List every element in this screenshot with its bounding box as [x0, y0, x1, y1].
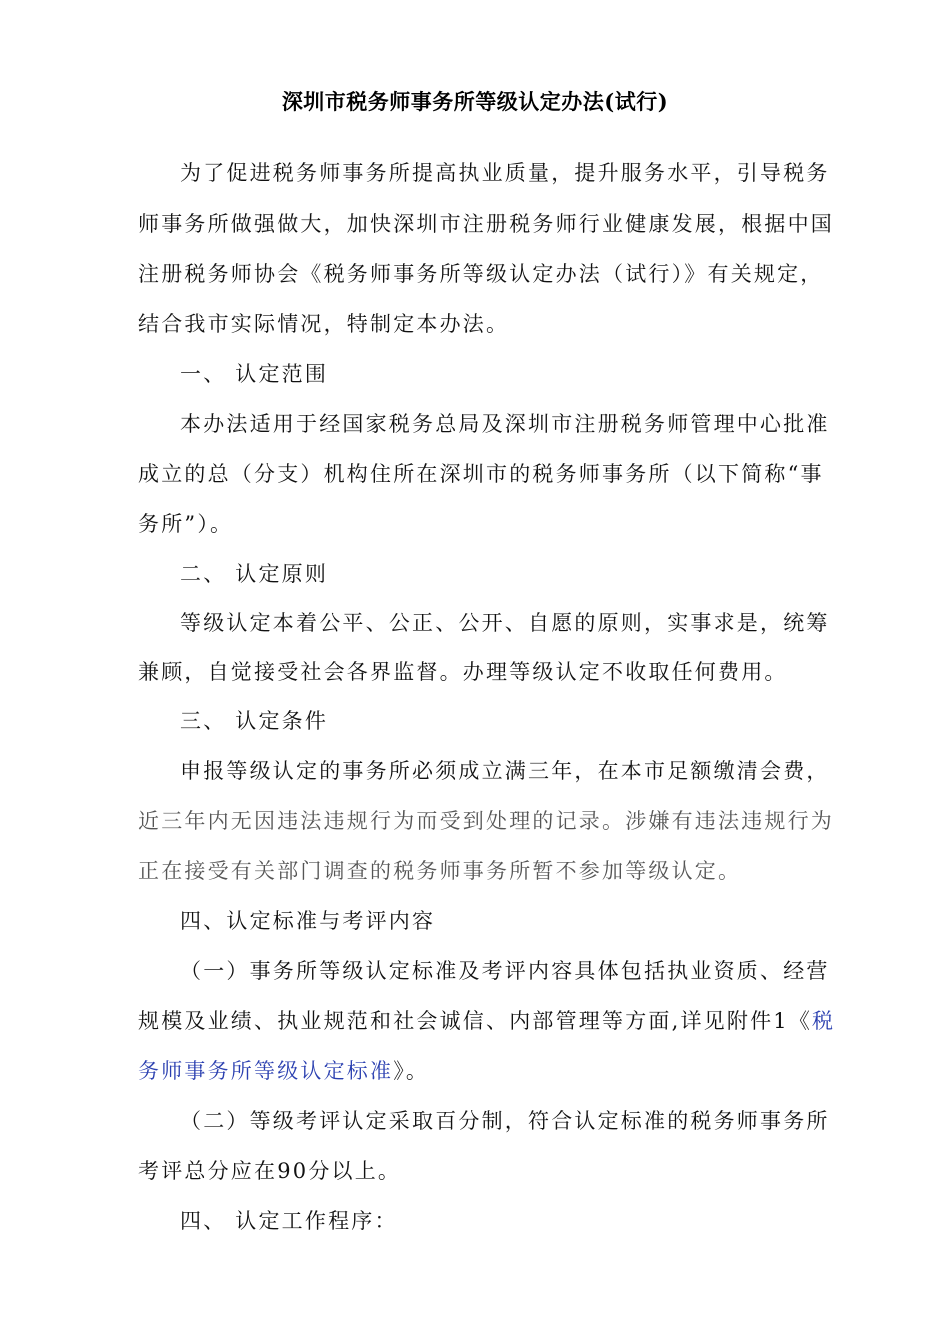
- scope-line-3: 务所”）。: [138, 512, 234, 536]
- standard-attachment-link-start[interactable]: 税: [812, 1009, 836, 1033]
- standard-attachment-link[interactable]: 务师事务所等级认定标准: [138, 1059, 394, 1083]
- standards-item1-line-3: [138, 1056, 818, 1086]
- section-heading-conditions: 三、 认定条件: [180, 709, 329, 733]
- section-heading-scope: 一、 认定范围: [180, 362, 329, 386]
- intro-line-3: 注册税务师协会《税务师事务所等级认定办法（试行）》有关规定，: [138, 262, 824, 286]
- intro-line-1: 为了促进税务师事务所提高执业质量，提升服务水平，引导税务: [180, 161, 830, 185]
- standards-item1-line-1: （一）事务所等级认定标准及考评内容具体包括执业资质、经营: [180, 959, 830, 983]
- standards-item2-line-2: 考评总分应在90分以上。: [138, 1159, 402, 1183]
- document-title: 深圳市税务师事务所等级认定办法(试行): [281, 89, 669, 114]
- standards-item1-line-2-text: 规模及业绩、执业规范和社会诚信、内部管理等方面,详见附件1《: [138, 1009, 813, 1033]
- standards-item1-tail: 》。: [393, 1059, 430, 1083]
- principle-line-2: 兼顾，自觉接受社会各界监督。办理等级认定不收取任何费用。: [138, 660, 788, 684]
- standards-item2-line-1: （二）等级考评认定采取百分制，符合认定标准的税务师事务所: [180, 1109, 830, 1133]
- principle-line-1: 等级认定本着公平、公正、公开、自愿的原则，实事求是，统筹: [180, 611, 830, 635]
- scope-line-1: 本办法适用于经国家税务总局及深圳市注册税务师管理中心批准: [180, 412, 830, 436]
- conditions-line-2: 近三年内无因违法违规行为而受到处理的记录。涉嫌有违法违规行为: [138, 809, 834, 833]
- section-heading-standards: 四、认定标准与考评内容: [180, 909, 436, 933]
- intro-line-4: 结合我市实际情况，特制定本办法。: [138, 312, 510, 336]
- conditions-line-3: 正在接受有关部门调查的税务师事务所暂不参加等级认定。: [138, 859, 742, 883]
- scope-line-2: 成立的总（分支）机构住所在深圳市的税务师事务所（以下简称“事: [138, 462, 824, 486]
- conditions-line-1: 申报等级认定的事务所必须成立满三年，在本市足额缴清会费，: [180, 759, 830, 783]
- section-heading-principle: 二、 认定原则: [180, 562, 329, 586]
- standards-item1-line-2: [138, 1006, 836, 1036]
- intro-line-2: 师事务所做强做大，加快深圳市注册税务师行业健康发展，根据中国: [138, 212, 834, 236]
- section-heading-procedure: 四、 认定工作程序：: [180, 1209, 398, 1233]
